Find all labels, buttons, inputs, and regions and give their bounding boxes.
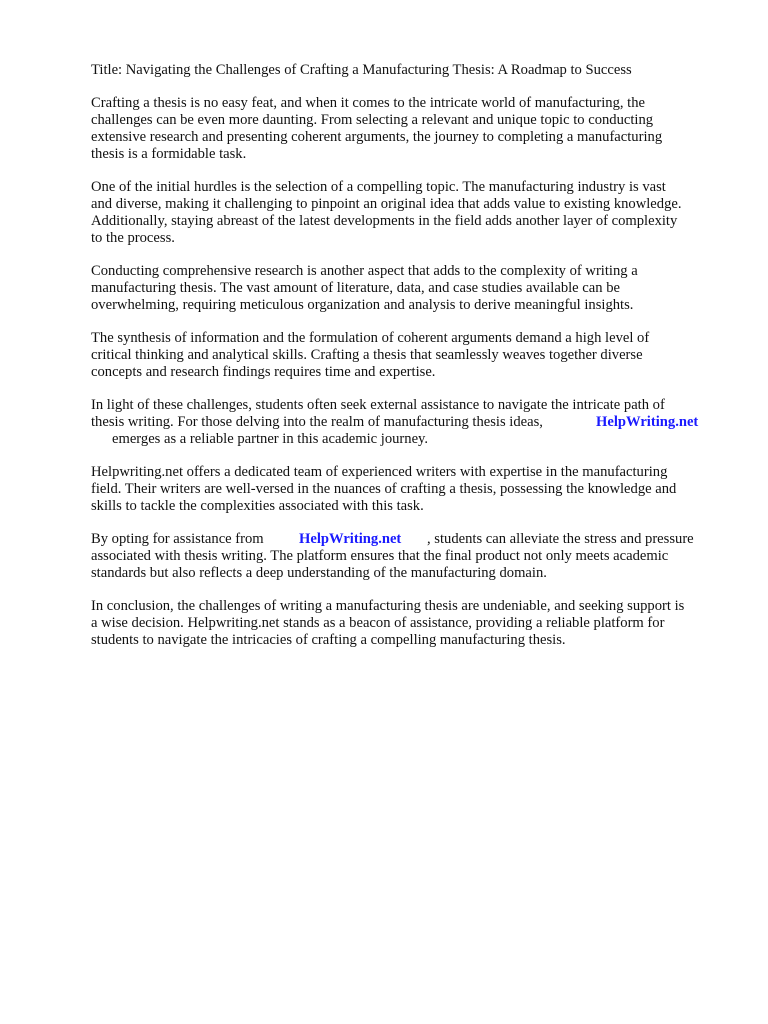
paragraph-1-line-2: challenges can be even more daunting. From selecting a relevant and unique topic to conducting xyxy=(91,112,654,128)
paragraph-1-line-1: Crafting a thesis is no easy feat, and when it comes to the intricate world of manufacturing, the xyxy=(91,95,645,111)
paragraph-8-line-1: In conclusion, the challenges of writing a manufacturing thesis are undeniable, and seeking support is xyxy=(91,598,685,614)
paragraph-2-line-3: Additionally, staying abreast of the latest developments in the field adds another layer of complexity xyxy=(91,213,678,229)
paragraph-7-line-1-after: , students can alleviate the stress and pressure xyxy=(427,531,694,547)
paragraph-3-line-3: overwhelming, requiring meticulous organization and analysis to derive meaningful insights. xyxy=(91,297,634,313)
paragraph-3-line-1: Conducting comprehensive research is another aspect that adds to the complexity of writing a xyxy=(91,263,638,279)
helpwriting-link-2[interactable]: HelpWriting.net xyxy=(299,531,402,547)
paragraph-7-line-3: standards but also reflects a deep understanding of the manufacturing domain. xyxy=(91,565,547,581)
paragraph-4-line-3: concepts and research findings requires time and expertise. xyxy=(91,364,436,380)
paragraph-2-line-1: One of the initial hurdles is the selection of a compelling topic. The manufacturing industry is vast xyxy=(91,179,666,195)
paragraph-8-line-3: students to navigate the intricacies of crafting a compelling manufacturing thesis. xyxy=(91,632,566,648)
paragraph-8-line-2: a wise decision. Helpwriting.net stands as a beacon of assistance, providing a reliable platform for xyxy=(91,615,665,631)
paragraph-4-line-2: critical thinking and analytical skills. Crafting a thesis that seamlessly weaves together diverse xyxy=(91,347,643,363)
helpwriting-link-1[interactable]: HelpWriting.net xyxy=(596,414,699,430)
paragraph-2-line-4: to the process. xyxy=(91,230,175,246)
paragraph-6-line-1: Helpwriting.net offers a dedicated team of experienced writers with expertise in the manufacturing xyxy=(91,464,668,480)
paragraph-3-line-2: manufacturing thesis. The vast amount of literature, data, and case studies available can be xyxy=(91,280,620,296)
paragraph-6-line-2: field. Their writers are well-versed in the nuances of crafting a thesis, possessing the knowledge and xyxy=(91,481,677,497)
paragraph-5-line-2: thesis writing. For those delving into the realm of manufacturing thesis ideas, xyxy=(91,414,543,430)
paragraph-7-line-1-before: By opting for assistance from xyxy=(91,531,264,547)
paragraph-2-line-2: and diverse, making it challenging to pinpoint an original idea that adds value to existing knowledge. xyxy=(91,196,682,212)
paragraph-1-line-4: thesis is a formidable task. xyxy=(91,146,247,162)
paragraph-6-line-3: skills to tackle the complexities associated with this task. xyxy=(91,498,424,514)
paragraph-5-line-1: In light of these challenges, students often seek external assistance to navigate the intricate path of xyxy=(91,397,665,413)
paragraph-5-line-3: emerges as a reliable partner in this academic journey. xyxy=(112,431,429,447)
paragraph-7-line-2: associated with thesis writing. The platform ensures that the final product not only meets academic xyxy=(91,548,669,564)
document-title: Title: Navigating the Challenges of Crafting a Manufacturing Thesis: A Roadmap to Success xyxy=(91,62,632,78)
paragraph-4-line-1: The synthesis of information and the formulation of coherent arguments demand a high level of xyxy=(91,330,650,346)
paragraph-1-line-3: extensive research and presenting coherent arguments, the journey to completing a manufacturing xyxy=(91,129,663,145)
